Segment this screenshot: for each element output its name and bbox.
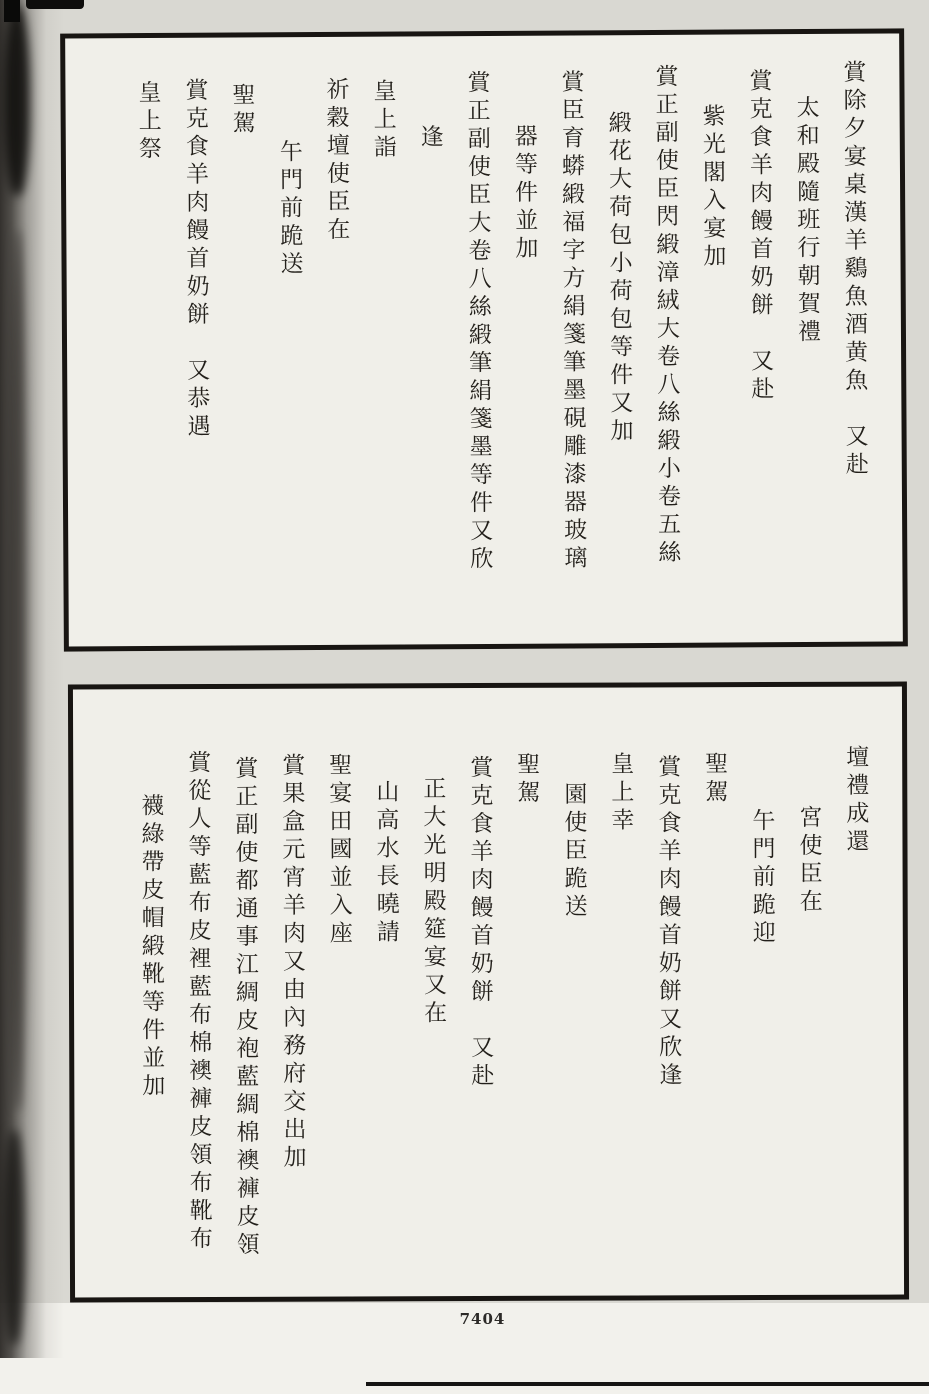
text-column: 聖宴田國並入座 <box>325 752 352 949</box>
text-column: 聖駕 <box>701 751 728 808</box>
page-number: 7404 <box>459 1310 506 1328</box>
text-column: 賞克食羊肉饅首奶餅又欣逢 <box>654 754 682 1091</box>
text-column: 聖駕 <box>513 751 540 808</box>
text-column: 賞從人等藍布皮裡藍布棉襖褲皮領布靴布 <box>184 749 212 1255</box>
text-column: 正大光明殿筵宴又在 <box>419 776 447 1029</box>
text-column: 賞除夕宴桌漢羊鷄魚酒黄魚 又赴 <box>839 59 868 480</box>
top-text-block <box>65 33 903 646</box>
text-column: 太和殿隨班行朝賀禮 <box>792 94 821 348</box>
text-column: 園使臣跪送 <box>560 781 587 922</box>
text-column: 緞花大荷包小荷包等件又加 <box>604 110 633 447</box>
text-column: 賞克食羊肉饅首奶餅 又赴 <box>745 68 774 405</box>
gutter-shadow-blob <box>4 6 30 196</box>
text-column: 賞克食羊肉饅首奶餅 又赴 <box>466 754 494 1092</box>
scan-edge-smudge <box>26 0 84 9</box>
text-column: 賞正副使臣大卷八絲緞筆絹箋墨等件又欣 <box>463 69 493 575</box>
text-column: 紫光閣入宴加 <box>698 103 726 272</box>
text-column: 賞果盒元宵羊肉又由內務府交出加 <box>278 752 306 1173</box>
text-column: 壇禮成還 <box>842 744 869 857</box>
text-column: 器等件並加 <box>510 123 538 264</box>
text-column: 祈穀壇使臣在 <box>322 76 350 245</box>
text-column: 皇上幸 <box>607 751 634 836</box>
text-column: 午門前跪迎 <box>748 808 775 949</box>
text-column: 逢 <box>416 124 443 153</box>
text-column: 賞臣育蟒緞福字方絹箋筆墨硯雕漆器玻璃 <box>557 69 587 574</box>
text-column: 皇上詣 <box>369 78 396 163</box>
scan-edge-line <box>366 1382 929 1386</box>
text-column: 賞正副使都通事江綢皮袍藍綢棉襖褲皮領 <box>231 755 259 1260</box>
scan-edge-smudge <box>4 0 20 22</box>
gutter-shadow-blob <box>9 230 27 1110</box>
bottom-text-frame <box>68 682 909 1303</box>
text-column: 聖駕 <box>228 82 255 139</box>
text-column: 午門前跪送 <box>275 139 303 280</box>
bottom-text-block <box>73 687 904 1298</box>
text-column: 山高水長曉請 <box>372 779 399 948</box>
top-text-frame <box>60 28 908 651</box>
text-column: 襪綠帶皮帽緞靴等件並加 <box>137 793 165 1102</box>
text-column: 皇上祭 <box>134 79 161 165</box>
text-column: 賞正副使臣閃緞漳絨大卷八絲緞小卷五絲 <box>651 63 681 568</box>
text-column: 賞克食羊肉饅首奶餅 又恭遇 <box>181 77 210 442</box>
text-column: 宮使臣在 <box>795 804 822 917</box>
